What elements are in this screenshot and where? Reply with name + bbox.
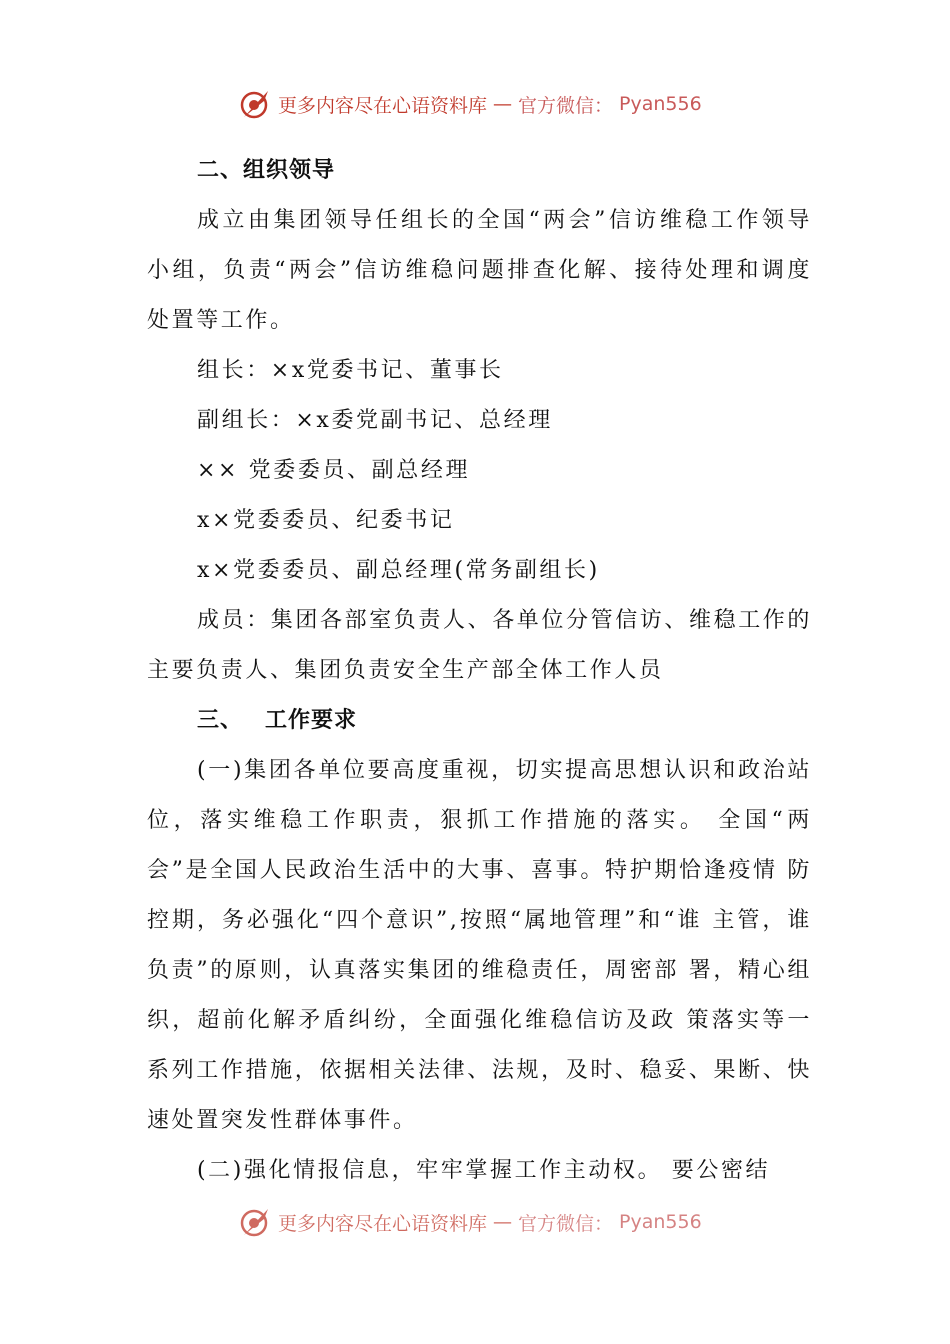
quill-logo-icon: [238, 87, 272, 121]
watermark-wechat-id: Pyan556: [619, 93, 702, 115]
member-line-2: x×党委委员、纪委书记: [197, 508, 455, 533]
watermark-wechat-label: 官方微信：: [518, 1212, 614, 1235]
watermark-banner-bottom: [238, 1204, 702, 1240]
leader-line: 组长：×x党委书记、董事长: [197, 358, 504, 383]
watermark-banner-top: [238, 86, 702, 122]
section3-para-1: (一)集团各单位要高度重视，切实提高思想认识和政治站位，落实维稳工作职责，狠抓工作措施的落实。 全国“两 会”是全国人民政治生活中的大事、喜事。特护期恰逢疫情 防控期，务必强化“四个意识”,按照“属地管理”和“谁 主管，谁负责”的原则，认真落实集团的维稳责任，周密部 署，精心组织，超前化解矛盾纠纷，全面强化维稳信访及政 策落实等一系列工作措施，依据相关法律、法规，及时、稳妥、果断、快速处置突发性群体事件。: [147, 758, 812, 1133]
watermark-dash: —: [493, 93, 513, 115]
member-line-1: ×× 党委委员、副总经理: [197, 458, 471, 483]
section3-para-2: (二)强化情报信息，牢牢掌握工作主动权。 要公密结: [197, 1158, 771, 1183]
section3-heading-num: 三、: [197, 708, 244, 733]
section3-heading: [147, 696, 812, 746]
deputy-line: 副组长：×x委党副书记、总经理: [197, 408, 553, 433]
watermark-text: 更多内容尽在心语资料库: [278, 1212, 488, 1235]
watermark-dash: —: [493, 1211, 513, 1233]
section2-intro: 成立由集团领导任组长的全国“两会”信访维稳工作领导小组，负责“两会”信访维稳问题排查化解、接待处理和调度处置等工作。: [147, 208, 812, 333]
watermark-wechat-id: Pyan556: [619, 1211, 702, 1233]
section3-heading-text: 工作要求: [265, 708, 358, 733]
section2-heading: 二、组织领导: [197, 158, 336, 183]
document-body: [147, 146, 812, 1196]
member-line-3: x×党委委员、副总经理(常务副组长): [197, 558, 600, 583]
watermark-wechat-label: 官方微信：: [518, 94, 614, 117]
members-line: 成员：集团各部室负责人、各单位分管信访、维稳工作的主要负责人、集团负责安全生产部全体工作人员: [147, 608, 813, 683]
watermark-text: 更多内容尽在心语资料库: [278, 94, 488, 117]
quill-logo-icon: [238, 1205, 272, 1239]
